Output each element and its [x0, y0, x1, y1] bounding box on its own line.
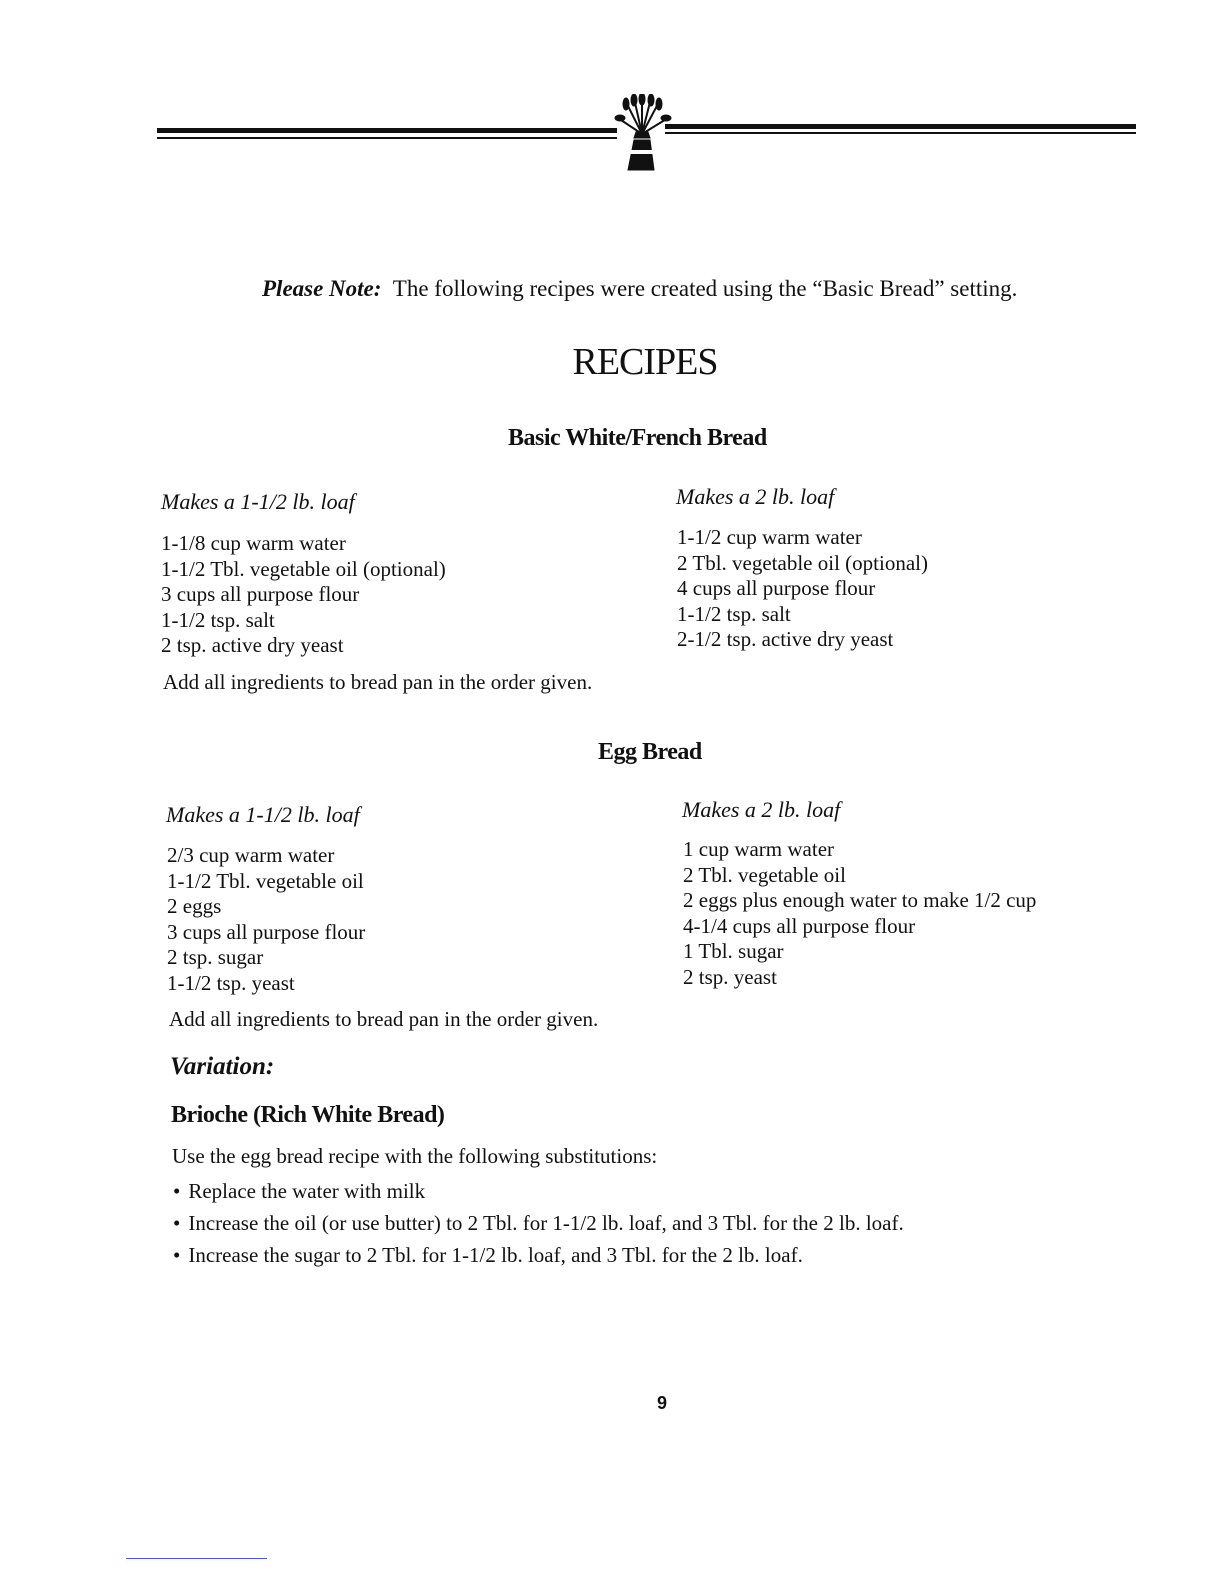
ingredient: 1-1/8 cup warm water: [161, 531, 346, 555]
ingredient: 2 Tbl. vegetable oil (optional): [677, 550, 928, 575]
ingredient: 3 cups all purpose flour: [161, 582, 360, 606]
makes-label-left: Makes a 1-1/2 lb. loaf: [166, 802, 360, 827]
ingredient: 4 cups all purpose flour: [677, 576, 876, 600]
wheat-sheaf-icon: [606, 94, 678, 174]
please-note-label: Please Note:: [262, 276, 382, 301]
page-number: 9: [656, 1393, 667, 1413]
makes-label-right: Makes a 2 lb. loaf: [676, 484, 835, 509]
recipe-title-basic-white: Basic White/French Bread: [508, 425, 767, 451]
substitution-list: [173, 1175, 904, 1271]
recipe-title-egg-bread: Egg Bread: [598, 739, 702, 765]
please-note-text: The following recipes were created using the “Basic Bread” setting.: [392, 276, 1018, 301]
ingredient: 4-1/4 cups all purpose flour: [683, 913, 916, 938]
ingredient: 2 tsp. sugar: [167, 945, 264, 969]
variation-label: Variation:: [170, 1053, 275, 1080]
ingredient: 2/3 cup warm water: [167, 843, 335, 867]
ingredient-list-left: [167, 843, 365, 996]
ingredient: 2 eggs: [167, 894, 222, 918]
list-item: • Replace the water with milk: [173, 1175, 904, 1207]
ingredient: 1-1/2 tsp. salt: [161, 607, 275, 632]
ingredient: 1-1/2 cup warm water: [677, 525, 862, 549]
ingredient-list-right: [683, 837, 1036, 990]
ingredient: 2 eggs plus enough water to make 1/2 cup: [683, 888, 1037, 912]
makes-label-right: Makes a 2 lb. loaf: [682, 797, 841, 822]
list-item: • Increase the sugar to 2 Tbl. for 1-1/2 lb. loaf, and 3 Tbl. for the 2 lb. loaf.: [173, 1239, 904, 1271]
footer-divider: [126, 1558, 267, 1559]
variation-intro: Use the egg bread recipe with the following substitutions:: [172, 1144, 658, 1168]
ingredient: 2 Tbl. vegetable oil: [683, 862, 846, 887]
ingredient: 3 cups all purpose flour: [167, 919, 366, 944]
ingredient: 1-1/2 tsp. yeast: [167, 970, 295, 995]
ingredient: 1-1/2 tsp. salt: [677, 601, 791, 626]
please-note: [262, 276, 1017, 302]
ingredient: 2 tsp. active dry yeast: [161, 633, 344, 657]
page-title: RECIPES: [572, 341, 718, 383]
ingredient: 2-1/2 tsp. active dry yeast: [677, 627, 894, 651]
instruction-text: Add all ingredients to bread pan in the order given.: [163, 670, 593, 694]
ingredient: 2 tsp. yeast: [683, 964, 777, 989]
instruction-text: Add all ingredients to bread pan in the order given.: [169, 1007, 599, 1031]
ingredient: 1 Tbl. sugar: [683, 939, 784, 963]
makes-label-left: Makes a 1-1/2 lb. loaf: [161, 489, 355, 514]
ingredient-list-right: [677, 525, 928, 653]
ingredient: 1-1/2 Tbl. vegetable oil: [167, 868, 364, 893]
ingredient-list-left: [161, 531, 446, 659]
variation-title: Brioche (Rich White Bread): [171, 1102, 445, 1128]
ingredient: 1 cup warm water: [683, 837, 835, 861]
ingredient: 1-1/2 Tbl. vegetable oil (optional): [161, 556, 446, 581]
list-item: • Increase the oil (or use butter) to 2 Tbl. for 1-1/2 lb. loaf, and 3 Tbl. for the 2 lb. loaf.: [173, 1207, 904, 1239]
